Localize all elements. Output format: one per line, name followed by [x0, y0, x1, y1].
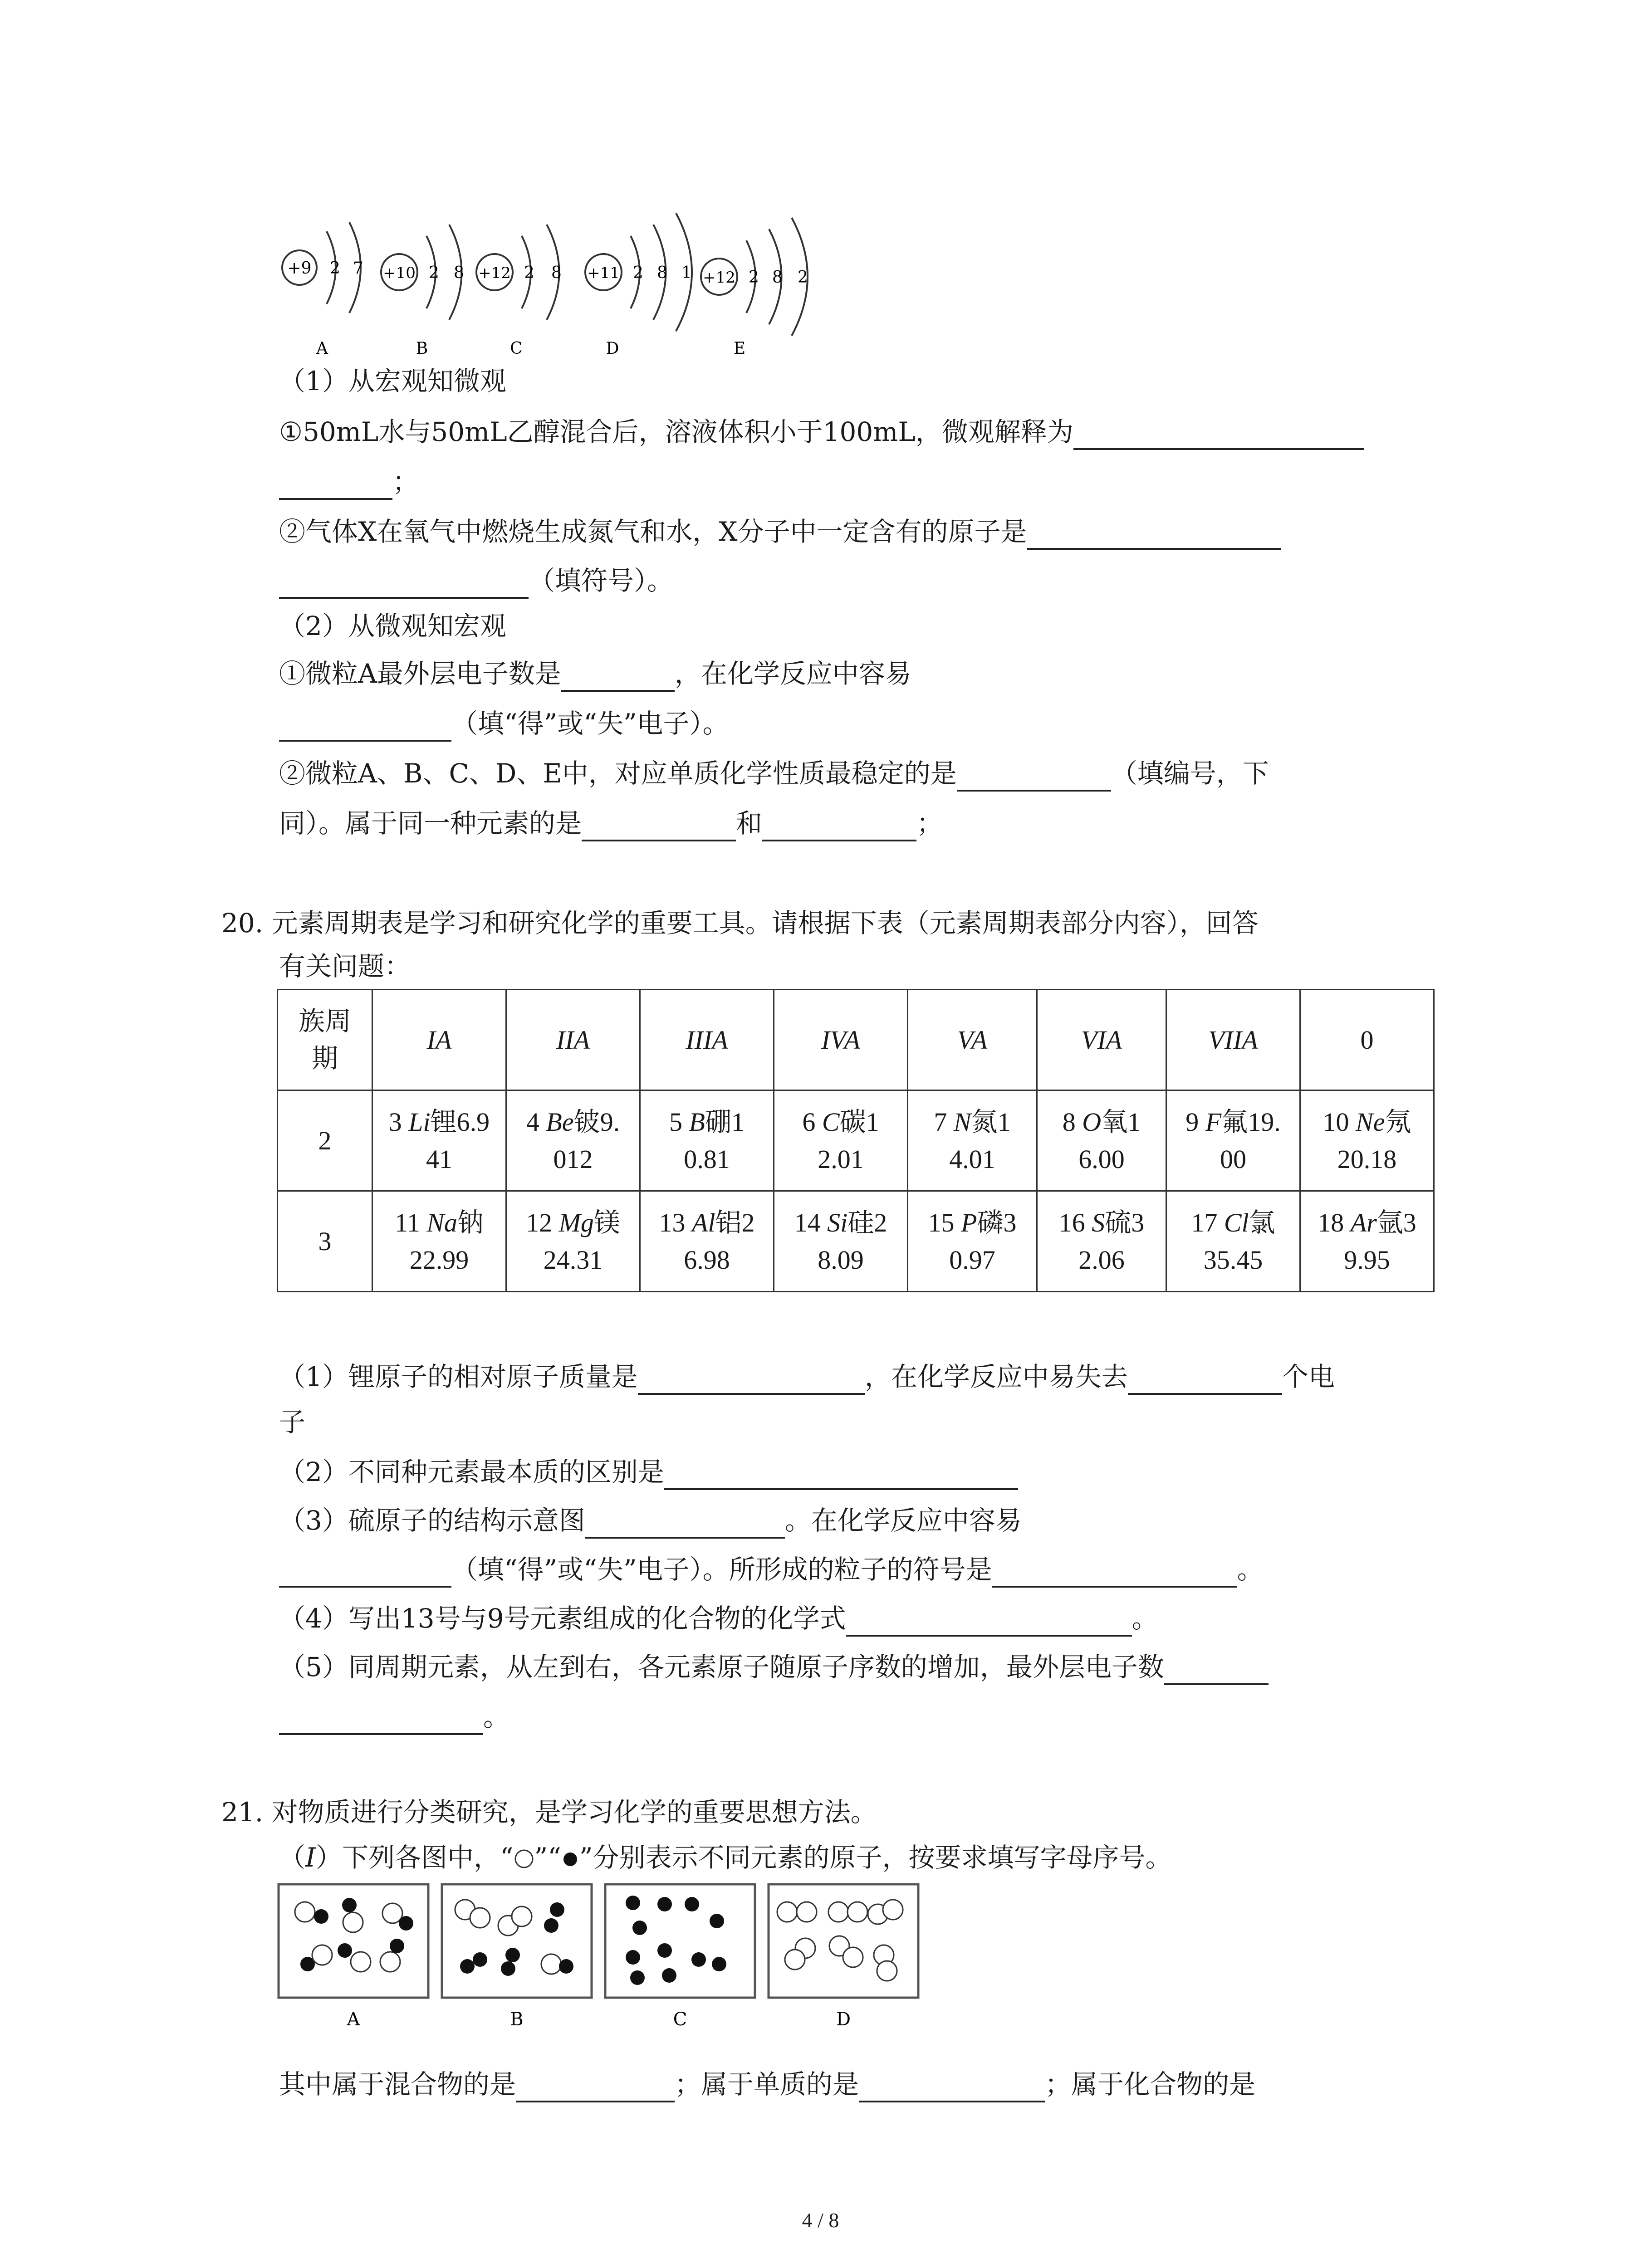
- q19-part1-title: （1）从宏观知微观: [279, 366, 506, 396]
- answer-blank[interactable]: [762, 810, 916, 841]
- answer-blank[interactable]: [279, 1703, 483, 1735]
- answer-blank[interactable]: [279, 468, 392, 500]
- group-header: IIIA: [640, 990, 774, 1090]
- element-cell: 16 S硫3 2.06: [1037, 1191, 1166, 1292]
- q21-intro: 21. 对物质进行分类研究，是学习化学的重要思想方法。: [221, 1797, 877, 1828]
- q19-part1-b: ②气体X在氧气中燃烧生成氮气和水，X分子中一定含有的原子是: [279, 513, 1281, 550]
- answer-blank[interactable]: [1164, 1653, 1269, 1685]
- q19-part1-b-cont: （填符号）。: [279, 562, 673, 599]
- box-d: [769, 1884, 918, 2030]
- q19-part2-a-cont: （填“得”或“失”电子）。: [279, 705, 729, 742]
- q20-s1: （1）锂原子的相对原子质量是 ，在化学反应中易失去 个电: [279, 1359, 1335, 1395]
- svg-text:8: 8: [657, 264, 667, 282]
- svg-text:C: C: [673, 2009, 687, 2030]
- answer-blank[interactable]: [664, 1458, 1018, 1490]
- element-cell: 18 Ar氩3 9.95: [1300, 1191, 1434, 1292]
- q20-s1-cont: 子: [279, 1407, 306, 1437]
- element-cell: 8 O氧1 6.00: [1037, 1090, 1166, 1191]
- svg-text:A: A: [316, 339, 328, 358]
- periodic-table: [277, 989, 1435, 1292]
- element-cell: 13 Al铝2 6.98: [640, 1191, 774, 1292]
- period-cell: 3: [278, 1191, 372, 1292]
- svg-text:+12: +12: [478, 264, 511, 282]
- svg-text:A: A: [347, 2009, 360, 2030]
- answer-blank[interactable]: [582, 810, 736, 841]
- element-cell: 14 Si硅2 8.09: [774, 1191, 908, 1292]
- answer-blank[interactable]: [859, 2071, 1045, 2102]
- q19-part2-b-cont: 同）。属于同一种元素的是 和 ；: [279, 805, 943, 841]
- svg-text:+12: +12: [703, 269, 735, 287]
- atom-a: [282, 222, 363, 358]
- svg-text:+10: +10: [383, 264, 416, 282]
- black-atom-icon: [561, 1850, 579, 1868]
- element-cell: 10 Ne氖 20.18: [1300, 1090, 1434, 1191]
- svg-text:8: 8: [551, 264, 562, 282]
- q21-answer-line: 其中属于混合物的是 ；属于单质的是 ；属于化合物的是: [279, 2066, 1255, 2102]
- atom-e: [701, 218, 808, 358]
- group-header: IA: [372, 990, 506, 1090]
- answer-blank[interactable]: [638, 1363, 865, 1395]
- q20-intro-cont: 有关问题：: [279, 951, 411, 982]
- svg-text:B: B: [416, 339, 428, 358]
- box-c: [605, 1884, 755, 2030]
- element-cell: 4 Be铍9. 012: [506, 1090, 640, 1191]
- element-cell: 15 P磷3 0.97: [908, 1191, 1037, 1292]
- answer-blank[interactable]: [585, 1507, 785, 1539]
- atom-c: [476, 225, 562, 358]
- group-header: VA: [908, 990, 1037, 1090]
- svg-text:+9: +9: [287, 259, 312, 278]
- svg-text:2: 2: [429, 264, 439, 282]
- box-a: [279, 1884, 428, 2030]
- element-cell: 3 Li锂6.9 41: [372, 1090, 506, 1191]
- svg-text:B: B: [510, 2009, 524, 2030]
- element-cell: 12 Mg镁 24.31: [506, 1191, 640, 1292]
- element-cell: 9 F氟19. 00: [1166, 1090, 1300, 1191]
- q19-part2-a: ①微粒A最外层电子数是 ，在化学反应中容易: [279, 655, 911, 692]
- svg-text:2: 2: [749, 268, 759, 287]
- period-cell: 2: [278, 1090, 372, 1191]
- svg-text:E: E: [733, 339, 746, 358]
- table-row: [278, 1090, 1434, 1191]
- answer-blank[interactable]: [992, 1556, 1237, 1588]
- svg-text:8: 8: [772, 268, 783, 287]
- q19-part2-title: （2）从微观知宏观: [279, 611, 506, 641]
- element-cell: 11 Na钠 22.99: [372, 1191, 506, 1292]
- atom-structure-diagram: [268, 209, 835, 363]
- answer-blank[interactable]: [1128, 1363, 1282, 1395]
- answer-blank[interactable]: [279, 710, 451, 742]
- particle-diagrams: [277, 1882, 926, 2032]
- answer-blank[interactable]: [1073, 418, 1364, 450]
- svg-text:2: 2: [330, 259, 340, 278]
- atom-b: [381, 225, 464, 358]
- answer-blank[interactable]: [279, 567, 529, 599]
- svg-text:+11: +11: [587, 264, 620, 282]
- svg-text:D: D: [606, 339, 619, 358]
- table-row: [278, 1191, 1434, 1292]
- element-cell: 17 Cl氯 35.45: [1166, 1191, 1300, 1292]
- q20-s5-cont: 。: [279, 1699, 509, 1735]
- q19-part1-a-cont: ；: [279, 464, 419, 500]
- corner-cell: 族周 期: [278, 990, 372, 1090]
- answer-blank[interactable]: [846, 1605, 1132, 1637]
- answer-blank[interactable]: [1027, 518, 1281, 550]
- q20-s2: （2）不同种元素最本质的区别是: [279, 1454, 1018, 1490]
- box-b: [442, 1884, 592, 2030]
- svg-text:2: 2: [633, 264, 643, 282]
- group-header: 0: [1300, 990, 1434, 1090]
- svg-text:8: 8: [454, 264, 464, 282]
- atom-d: [585, 213, 692, 358]
- q21-sub: （I）下列各图中，“ ”“ ”分别表示不同元素的原子，按要求填写字母序号。: [279, 1842, 1172, 1873]
- q20-s3: （3）硫原子的结构示意图 。在化学反应中容易: [279, 1502, 1022, 1539]
- svg-text:2: 2: [524, 264, 534, 282]
- svg-text:7: 7: [353, 259, 363, 278]
- table-header-row: [278, 990, 1434, 1090]
- svg-text:C: C: [510, 339, 523, 358]
- page-number: 4 / 8: [802, 2209, 839, 2232]
- q19-part2-b: ②微粒A、B、C、D、E中，对应单质化学性质最稳定的是 （填编号，下: [279, 755, 1269, 792]
- q19-part1-a: ①50mL水与50mL乙醇混合后，溶液体积小于100mL，微观解释为: [279, 414, 1364, 450]
- answer-blank[interactable]: [957, 760, 1111, 792]
- q20-intro: 20. 元素周期表是学习和研究化学的重要工具。请根据下表（元素周期表部分内容），回答: [221, 908, 1259, 938]
- q20-s4: （4）写出13号与9号元素组成的化合物的化学式 。: [279, 1600, 1158, 1637]
- group-header: VIA: [1037, 990, 1166, 1090]
- answer-blank[interactable]: [516, 2071, 675, 2102]
- element-cell: 7 N氮1 4.01: [908, 1090, 1037, 1191]
- white-atom-icon: [514, 1848, 534, 1869]
- group-header: IIA: [506, 990, 640, 1090]
- q20-s5: （5）同周期元素，从左到右，各元素原子随原子序数的增加，最外层电子数: [279, 1649, 1269, 1685]
- group-header: VIIA: [1166, 990, 1300, 1090]
- group-header: IVA: [774, 990, 908, 1090]
- element-cell: 5 B硼1 0.81: [640, 1090, 774, 1191]
- svg-text:D: D: [836, 2009, 851, 2030]
- svg-text:1: 1: [681, 264, 692, 282]
- q20-s3-cont: （填“得”或“失”电子）。所形成的粒子的符号是 。: [279, 1551, 1264, 1588]
- answer-blank[interactable]: [561, 660, 675, 692]
- svg-text:2: 2: [798, 268, 808, 287]
- answer-blank[interactable]: [279, 1556, 451, 1588]
- element-cell: 6 C碳1 2.01: [774, 1090, 908, 1191]
